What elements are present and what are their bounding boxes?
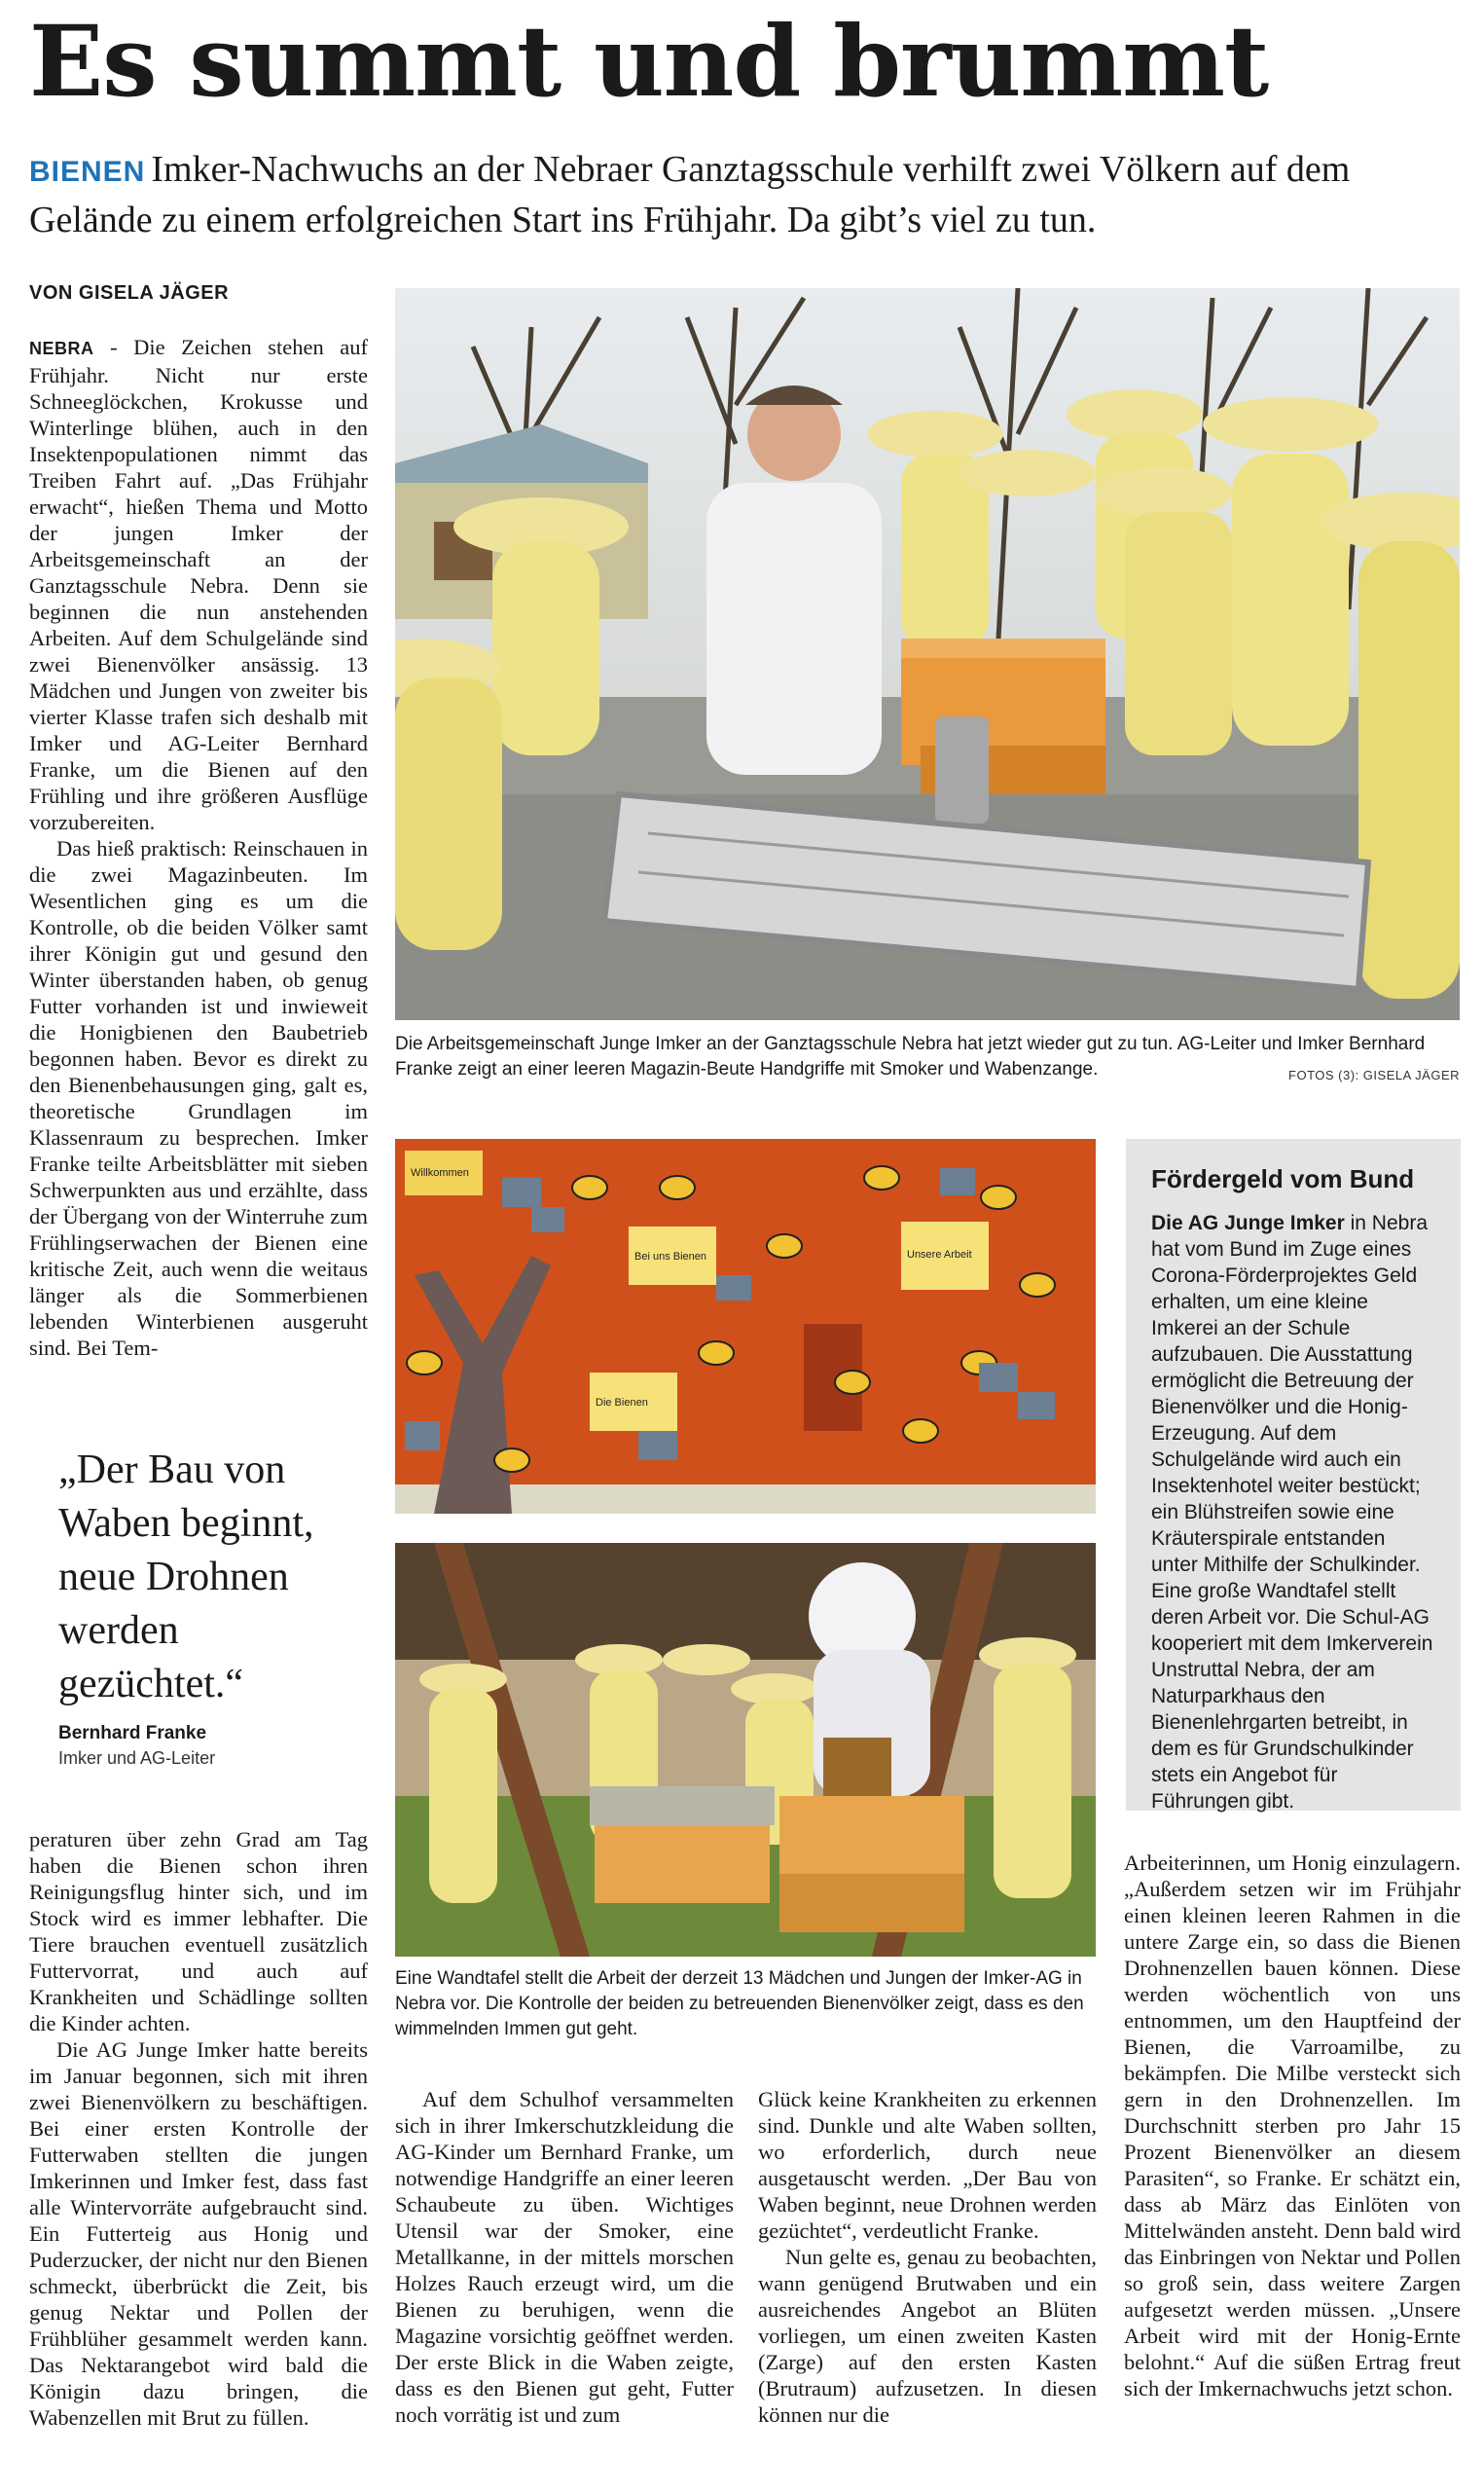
body-column-2 <box>395 2086 734 2428</box>
pull-quote-text: „Der Bau von Waben beginnt, neue Drohnen werden gezüchtet.“ <box>58 1448 314 1706</box>
board-label-3: Unsere Arbeit <box>907 1249 972 1261</box>
photo-hive-inspection-image <box>395 1543 1096 1957</box>
dateline: NEBRA <box>29 339 94 358</box>
info-box <box>1126 1139 1461 1811</box>
photo-beekeeper-group-image <box>395 288 1460 1020</box>
info-box-lead: Die AG Junge Imker <box>1151 1212 1345 1234</box>
body-paragraph: Auf dem Schulhof versammelten sich in ihrer Imkerschutzkleidung die AG-Kinder um Bernhard Franke, um notwendige Handgriffe an einer leeren Schaubeute zu üben. Wichtiges Utensil war der Smoker, eine Metallkanne, in der mittels morschen Holzes Rauch erzeugt wird, um die Bienen zu beruhigen, wenn die Magazine vorsichtig geöffnet werden. Der erste Blick in die Waben zeigte, dass es den Bienen gut geht, Futter noch vorrätig ist und zum <box>395 2087 734 2427</box>
photo-caption-top <box>395 1032 1460 1088</box>
board-label-4: Die Bienen <box>596 1397 648 1409</box>
body-paragraph: Das hieß praktisch: Reinschauen in die zwei Magazinbeuten. Im Wesentlichen ging es um die Kontrolle, ob die beiden Völker samt ihrer Königin gut und gesund den Winter überstanden haben, ob genug Futter vorhanden ist und inwieweit die Honigbienen den Baubetrieb begonnen haben. Bevor es direkt zu den Bienenbehausungen ging, galt es, theoretische Grundlagen im Klassenraum zu besprechen. Imker Franke teilte Arbeitsblätter mit sieben Schwerpunkten aus und erzählte, dass der Übergang von der Winterruhe zum Frühlingserwachen der Bienen eine kritische Zeit, auch wenn die weitaus länger als die Sommerbienen lebenden Winterbienen ausgeruht sind. Bei Tem- <box>29 836 368 1360</box>
pull-quote-role: Imker und AG-Leiter <box>58 1748 216 1768</box>
deck-text: Imker-Nachwuchs an der Nebraer Ganztagsschule verhilft zwei Völkern auf dem Gelände zu einem erfolgreichen Start ins Frühjahr. Da gibt’s viel zu tun. <box>29 149 1351 241</box>
body-paragraph: Nun gelte es, genau zu beobachten, wann genügend Brutwaben und ein ausreichendes Angebot an Blüten vorliegen, um einen zweiten Kasten (Zarge) auf den ersten Kasten (Brutraum) aufzusetzen. In diesen können nur die <box>758 2245 1097 2427</box>
photo-hive-inspection <box>395 1543 1096 1957</box>
body-column-1-upper <box>29 334 368 1361</box>
body-paragraph: peraturen über zehn Grad am Tag haben die Bienen schon ihren Reinigungsflug hinter sich, und im Stock wird es immer lebhafter. Die Tiere brauchen eventuell zusätzlich Futtervorrat, und auch auf Krankheiten und Schädlinge sollten die Kinder achten. <box>29 1827 368 2035</box>
body-column-3 <box>758 2086 1097 2428</box>
deck-kicker: BIENEN <box>29 156 146 188</box>
board-label-1: Willkommen <box>411 1167 469 1179</box>
info-box-text <box>1151 1210 1435 1814</box>
photo-caption-middle: Eine Wandtafel stellt die Arbeit der derzeit 13 Mädchen und Jungen der Imker-AG in Nebra vor. Die Kontrolle der beiden zu betreuenden Bienenvölker zeigt, dass es den wimmelnden Immen gut geht. <box>395 1968 1084 2039</box>
pull-quote <box>58 1444 370 1769</box>
body-paragraph: Die AG Junge Imker hatte bereits im Januar begonnen, sich mit ihren zwei Bienenvölkern zu beschäftigen. Bei einer ersten Kontrolle der Futterwaben stellten die jungen Imkerinnen und Imker fest, dass fast alle Wintervorräte aufgebraucht sind. Ein Futterteig aus Honig und Puderzucker, der nicht nur den Bienen schmeckt, überbrückt die Zeit, bis genug Nektar und Pollen der Frühblüher gesammelt werden kann. Das Nektarangebot wird bald die Königin dazu bringen, die Wabenzellen mit Brut zu füllen. <box>29 2037 368 2430</box>
photo-credit: FOTOS (3): GISELA JÄGER <box>1288 1068 1460 1082</box>
photo-wall-board-image <box>395 1139 1096 1514</box>
deck <box>29 144 1440 245</box>
info-box-title: Fördergeld vom Bund <box>1151 1164 1415 1193</box>
photo-beekeeper-group <box>395 288 1460 1020</box>
board-label-2: Bei uns Bienen <box>634 1251 706 1263</box>
pull-quote-author: Bernhard Franke <box>58 1723 207 1743</box>
photo-caption-top-text: Die Arbeitsgemeinschaft Junge Imker an der Ganztagsschule Nebra hat jetzt wieder gut zu tun. AG-Leiter und Imker Bernhard Franke zeigt an einer leeren Magazin-Beute Handgriffe mit Smoker und Wabenzange. <box>395 1034 1426 1080</box>
headline: Es summt und brummt <box>29 4 1269 119</box>
body-paragraph: Glück keine Krankheiten zu erkennen sind. Dunkle und alte Waben sollten, wo erforderlich, durch neue ausgetauscht werden. „Der Bau von Waben beginnt, neue Drohnen werden gezüchtet“, verdeutlicht Franke. <box>758 2087 1097 2243</box>
byline: VON GISELA JÄGER <box>29 282 230 304</box>
body-column-4 <box>1124 1850 1461 2401</box>
info-box-body: in Nebra hat vom Bund im Zuge eines Corona-Förderprojektes Geld erhalten, um eine kleine Imkerei an der Schule aufzubauen. Die Ausstattung ermöglicht die Betreuung der Bienenvölker und die Honig-Erzeugung. Auf dem Schulgelände wird auch ein Insektenhotel weiter bestückt; ein Blühstreifen sowie eine Kräuterspirale entstanden unter Mithilfe der Schulkinder. Eine große Wandtafel stellt deren Arbeit vor. Die Schul-AG kooperiert mit dem Imkerverein Unstruttal Nebra, der am Naturparkhaus den Bienenlehrgarten betreibt, in dem es für Grundschulkinder stets ein Angebot für Führungen gibt. <box>1151 1212 1433 1813</box>
paragraph-text: - Die Zeichen stehen auf Frühjahr. Nicht nur erste Schneeglöckchen, Krokusse und Winterlinge blühen, auch in den Insektenpopulationen nimmt das Treiben Fahrt auf. „Das Frühjahr erwacht“, hießen Thema und Motto der jungen Imker der Arbeitsgemeinschaft an der Ganztagsschule Nebra. Denn sie beginnen die nun anstehenden Arbeiten. Auf dem Schulgelände sind zwei Bienenvölker ansässig. 13 Mädchen und Jungen von zweiter bis vierter Klasse trafen sich deshalb mit Imker und AG-Leiter Bernhard Franke, um die Bienen auf den Frühling und ihre größeren Ausflüge vorzubereiten. <box>29 335 368 834</box>
body-paragraph: Arbeiterinnen, um Honig einzulagern. „Außerdem setzen wir im Frühjahr einen kleinen leeren Rahmen in die untere Zarge ein, so dass die Bienen Drohnenzellen bauen können. Diese werden wöchentlich von uns entnommen, um den Hauptfeind der Bienen, die Varroamilbe, zu bekämpfen. Die Milbe versteckt sich gern in den Drohnenzellen. Im Durchschnitt sterben pro Jahr 15 Prozent Bienenvölker an diesem Parasiten“, so Franke. Er schätzt ein, dass ab März das Einlöten von Mittelwänden ansteht. Denn bald wird das Einbringen von Nektar und Pollen so groß sein, dass weitere Zargen aufgesetzt werden müssen. „Unsere Arbeit wird mit der Honig-Ernte belohnt.“ Auf die süßen Ertrag freut sich der Imkernachwuchs jetzt schon. <box>1124 1851 1461 2400</box>
body-column-1-lower <box>29 1826 368 2431</box>
photo-wall-board <box>395 1139 1096 1514</box>
body-paragraph <box>29 334 368 835</box>
